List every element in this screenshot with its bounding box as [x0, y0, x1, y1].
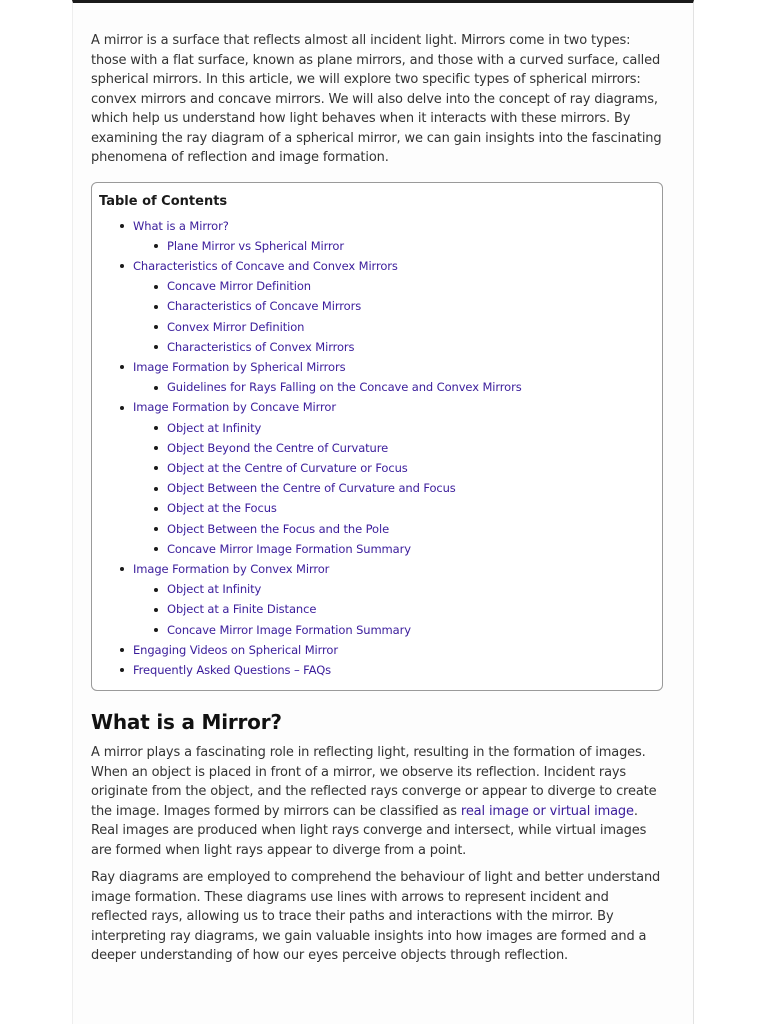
toc-link[interactable]: Frequently Asked Questions – FAQs — [133, 662, 332, 677]
toc-item — [99, 498, 656, 518]
toc-link[interactable]: Characteristics of Convex Mirrors — [167, 339, 355, 354]
paragraph-text: . Real images are produced when light rays converge and intersect, while virtual images are formed when light rays appear to diverge from a point. — [91, 803, 647, 858]
toc-item — [99, 216, 656, 236]
toc-item — [99, 397, 656, 417]
toc-link[interactable]: Object at a Finite Distance — [167, 602, 317, 617]
toc-item — [99, 519, 656, 539]
toc-link[interactable]: Image Formation by Concave Mirror — [133, 400, 336, 415]
toc-item — [99, 640, 656, 660]
toc-item — [99, 236, 656, 256]
toc-item — [99, 357, 656, 377]
toc-link[interactable]: Object Between the Focus and the Pole — [167, 521, 390, 536]
toc-item — [99, 458, 656, 478]
toc-link[interactable]: Engaging Videos on Spherical Mirror — [133, 642, 338, 657]
toc-link[interactable]: Concave Mirror Image Formation Summary — [167, 541, 411, 556]
toc-link[interactable]: Object Beyond the Centre of Curvature — [167, 440, 389, 455]
toc-link[interactable]: Object at the Focus — [167, 501, 277, 516]
real-virtual-image-link[interactable]: real image or virtual image — [460, 803, 634, 819]
toc-item — [99, 660, 656, 680]
toc-link[interactable]: Convex Mirror Definition — [167, 319, 305, 334]
paragraph-text: A mirror plays a fascinating role in reflecting light, resulting in the formation of images. When an object is placed in front of a mirror, we observe its reflection. Incident rays originate from the object, and the reflected rays converge or appear to diverge to create the image. Images formed by mirrors can be classified as — [91, 745, 657, 819]
toc-item — [99, 276, 656, 296]
toc-link[interactable]: Concave Mirror Image Formation Summary — [167, 622, 411, 637]
toc-link[interactable]: Object Between the Centre of Curvature and Focus — [167, 481, 456, 496]
toc-link[interactable]: Plane Mirror vs Spherical Mirror — [167, 238, 344, 253]
toc-item — [99, 317, 656, 337]
toc-link[interactable]: Object at Infinity — [167, 582, 262, 597]
toc-link[interactable]: Object at Infinity — [167, 420, 262, 435]
toc-item — [99, 579, 656, 599]
intro-paragraph: A mirror is a surface that reflects almost all incident light. Mirrors come in two types: those with a flat surface, known as plane mirrors, and those with a curved surface, called spherical mirrors. In this article, we will explore two specific types of spherical mirrors: convex mirrors and concave mirrors. We will also delve into the concept of ray diagrams, which help us understand how light behaves when it interacts with these mirrors. By examining the ray diagram of a spherical mirror, we can gain insights into the fascinating phenomena of reflection and image formation. — [91, 33, 662, 165]
article-content — [91, 31, 663, 974]
toc-item — [99, 377, 656, 397]
toc-item — [99, 539, 656, 559]
toc-link[interactable]: Guidelines for Rays Falling on the Concave and Convex Mirrors — [167, 380, 522, 395]
toc-item — [99, 438, 656, 458]
toc-link[interactable]: What is a Mirror? — [133, 218, 229, 233]
toc-link[interactable]: Image Formation by Spherical Mirrors — [133, 359, 346, 374]
toc-link[interactable]: Characteristics of Concave Mirrors — [167, 299, 362, 314]
toc-item — [99, 337, 656, 357]
toc-item — [99, 599, 656, 619]
toc-item — [99, 418, 656, 438]
toc-item — [99, 620, 656, 640]
toc-link[interactable]: Image Formation by Convex Mirror — [133, 561, 330, 576]
toc-link[interactable]: Object at the Centre of Curvature or Focus — [167, 460, 408, 475]
toc-item — [99, 478, 656, 498]
toc-item — [99, 559, 656, 579]
toc-item — [99, 296, 656, 316]
toc-link[interactable]: Concave Mirror Definition — [167, 279, 311, 294]
table-of-contents — [91, 182, 663, 692]
section-heading: What is a Mirror? — [91, 710, 282, 735]
toc-title: Table of Contents — [99, 193, 228, 209]
section-paragraph-2: Ray diagrams are employed to comprehend the behaviour of light and better understand image formation. These diagrams use lines with arrows to represent incident and reflected rays, allowing us to trace their paths and interactions with the mirror. By interpreting ray diagrams, we gain valuable insights into how images are formed and a deeper understanding of how our eyes perceive objects through reflection. — [91, 870, 661, 964]
toc-list — [99, 216, 656, 681]
section-paragraph-1 — [91, 743, 663, 860]
toc-item — [99, 256, 656, 276]
toc-link[interactable]: Characteristics of Concave and Convex Mirrors — [133, 258, 398, 273]
